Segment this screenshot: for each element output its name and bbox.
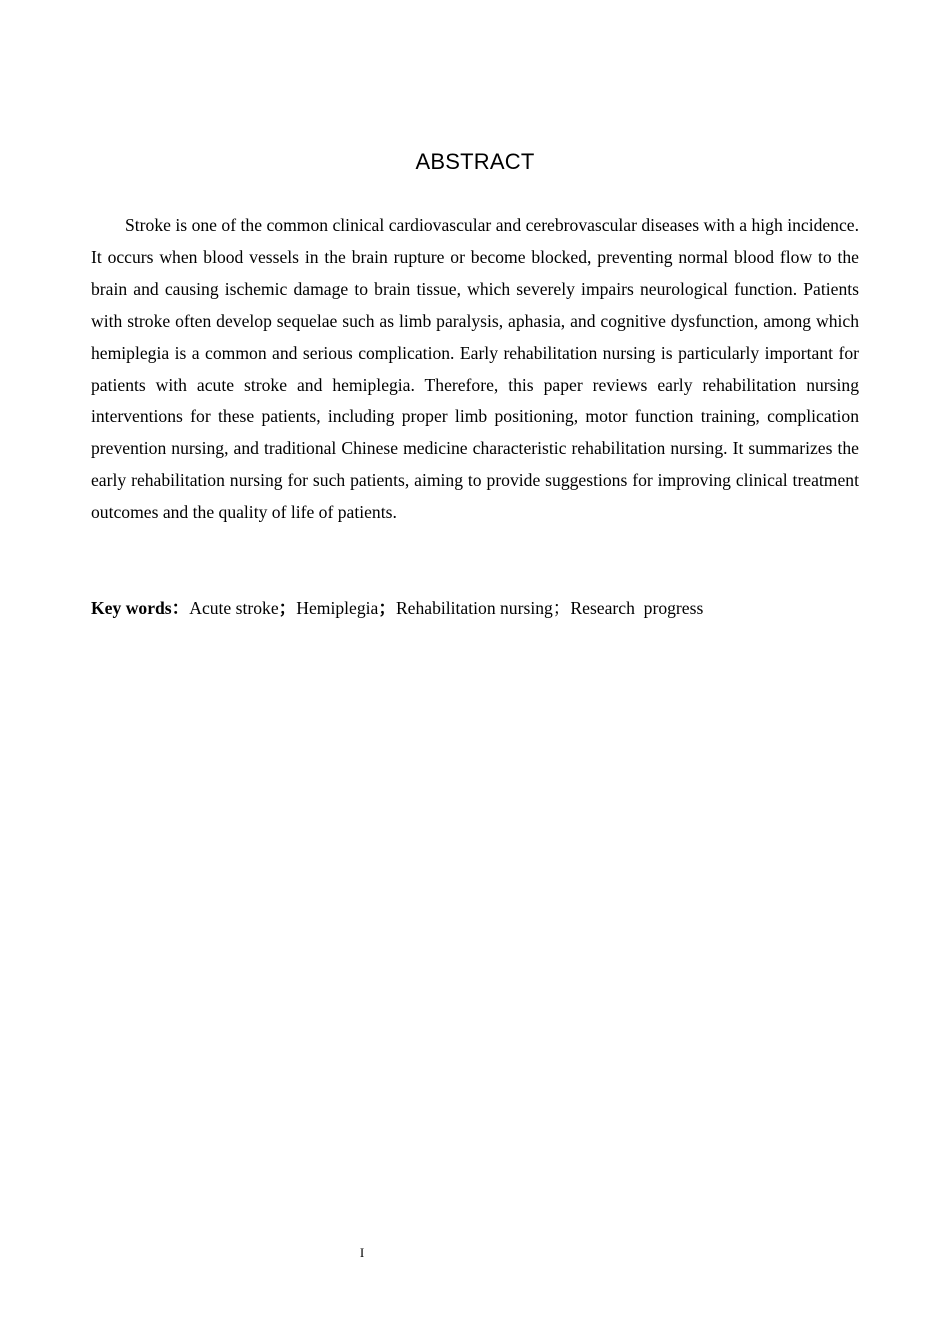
page-number: I — [359, 1245, 365, 1260]
keywords-line — [91, 592, 859, 624]
keyword-separator: ； — [278, 598, 297, 618]
keyword-separator: ； — [552, 598, 571, 618]
keyword-separator: ； — [378, 598, 396, 618]
abstract-paragraph: Stroke is one of the common clinical cardiovascular and cerebrovascular diseases with a high incidence. It occurs when blood vessels in the brain rupture or become blocked, preventing normal blood flow to the brain and causing ischemic damage to brain tissue, which severely impairs neurological function. Patients with stroke often develop sequelae such as limb paralysis, aphasia, and cognitive dysfunction, among which hemiplegia is a common and serious complication. Early rehabilitation nursing is particularly important for patients with acute stroke and hemiplegia. Therefore, this paper reviews early rehabilitation nursing interventions for these patients, including proper limb positioning, motor function training, complication prevention nursing, and traditional Chinese medicine characteristic rehabilitation nursing. It summarizes the early rehabilitation nursing for such patients, aiming to provide suggestions for improving clinical treatment outcomes and the quality of life of patients. — [91, 215, 859, 523]
abstract-title: ABSTRACT — [415, 149, 535, 174]
keyword-item: Research progress — [570, 598, 704, 618]
keyword-item: Hemiplegia — [296, 598, 379, 618]
keyword-item: Rehabilitation nursing — [395, 598, 553, 618]
keywords-label: Key words： — [91, 598, 190, 618]
keyword-item: Acute stroke — [189, 598, 279, 618]
